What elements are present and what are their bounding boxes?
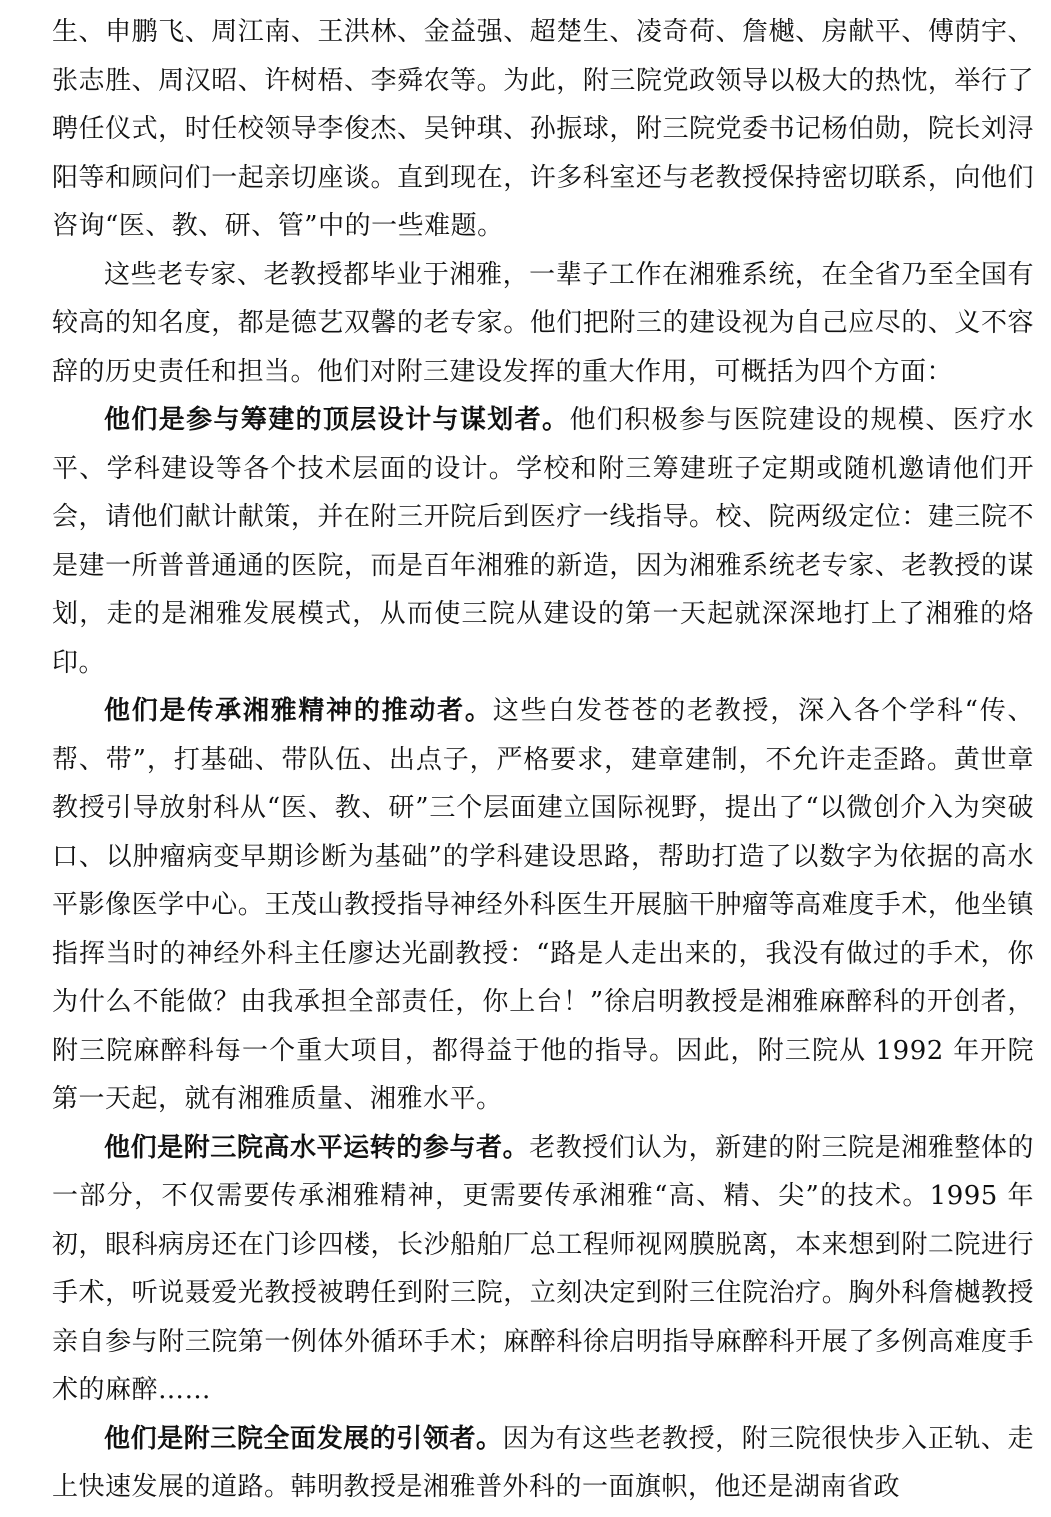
paragraph-intro [52, 251, 1034, 397]
paragraph-text: 这些白发苍苍的老教授，深入各个学科“传、帮、带”，打基础、带队伍、出点子，严格要求，建章建制，不允许走歪路。黄世章教授引导放射科从“医、教、研”三个层面建立国际视野，提出了“以微创介入为突破口、以肿瘤病变早期诊断为基础”的学科建设思路，帮助打造了以数字为依据的高水平影像医学中心。王茂山教授指导神经外科医生开展脑干肿瘤等高难度手术，他坐镇指挥当时的神经外科主任廖达光副教授：“路是人走出来的，我没有做过的手术，你为什么不能做？由我承担全部责任，你上台！”徐启明教授是湘雅麻醉科的开创者，附三院麻醉科每一个重大项目，都得益于他的指导。因此，附三院从 1992 年开院第一天起，就有湘雅质量、湘雅水平。 [52, 696, 1034, 1114]
paragraph-text: 他们积极参与医院建设的规模、医疗水平、学科建设等各个技术层面的设计。学校和附三筹建班子定期或随机邀请他们开会，请他们献计献策，并在附三开院后到医疗一线指导。校、院两级定位：建三院不是建一所普普通通的医院，而是百年湘雅的新造，因为湘雅系统老专家、老教授的谋划，走的是湘雅发展模式，从而使三院从建设的第一天起就深深地打上了湘雅的烙印。 [52, 405, 1034, 678]
paragraph-text: 生、申鹏飞、周江南、王洪林、金益强、超楚生、凌奇荷、詹樾、房献平、傅荫宇、张志胜、周汉昭、许树梧、李舜农等。为此，附三院党政领导以极大的热忱，举行了聘任仪式，时任校领导李俊杰、吴钟琪、孙振球，附三院党委书记杨伯勋，院长刘浔阳等和顾问们一起亲切座谈。直到现在，许多科室还与老教授保持密切联系，向他们咨询“医、教、研、管”中的一些难题。 [52, 17, 1034, 241]
paragraph-continuation [52, 8, 1034, 251]
paragraph-text: 这些老专家、老教授都毕业于湘雅，一辈子工作在湘雅系统，在全省乃至全国有较高的知名度，都是德艺双馨的老专家。他们把附三的建设视为自己应尽的、义不容辞的历史责任和担当。他们对附三建设发挥的重大作用，可概括为四个方面： [52, 259, 1034, 387]
paragraph-planners [52, 396, 1034, 687]
paragraph-text: 因为有这些老教授，附三院很快步入正轨、走上快速发展的道路。韩明教授是湘雅普外科的一面旗帜，他还是湖南省政 [52, 1423, 1034, 1502]
paragraph-lead: 他们是附三院高水平运转的参与者。 [104, 1132, 530, 1163]
paragraph-promoters [52, 687, 1034, 1124]
paragraph-participants [52, 1124, 1034, 1415]
paragraph-leaders [52, 1415, 1034, 1512]
paragraph-lead: 他们是传承湘雅精神的推动者。 [104, 696, 493, 726]
document-page [52, 8, 1034, 1512]
paragraph-lead: 他们是参与筹建的顶层设计与谋划者。 [104, 405, 570, 435]
paragraph-lead: 他们是附三院全面发展的引领者。 [104, 1423, 503, 1454]
paragraph-text: 老教授们认为，新建的附三院是湘雅整体的一部分，不仅需要传承湘雅精神，更需要传承湘雅“高、精、尖”的技术。1995 年初，眼科病房还在门诊四楼，长沙船舶厂总工程师视网膜脱离，本来想到附二院进行手术，听说聂爱光教授被聘任到附三院，立刻决定到附三住院治疗。胸外科詹樾教授亲自参与附三院第一例体外循环手术；麻醉科徐启明指导麻醉科开展了多例高难度手术的麻醉…… [52, 1132, 1034, 1405]
